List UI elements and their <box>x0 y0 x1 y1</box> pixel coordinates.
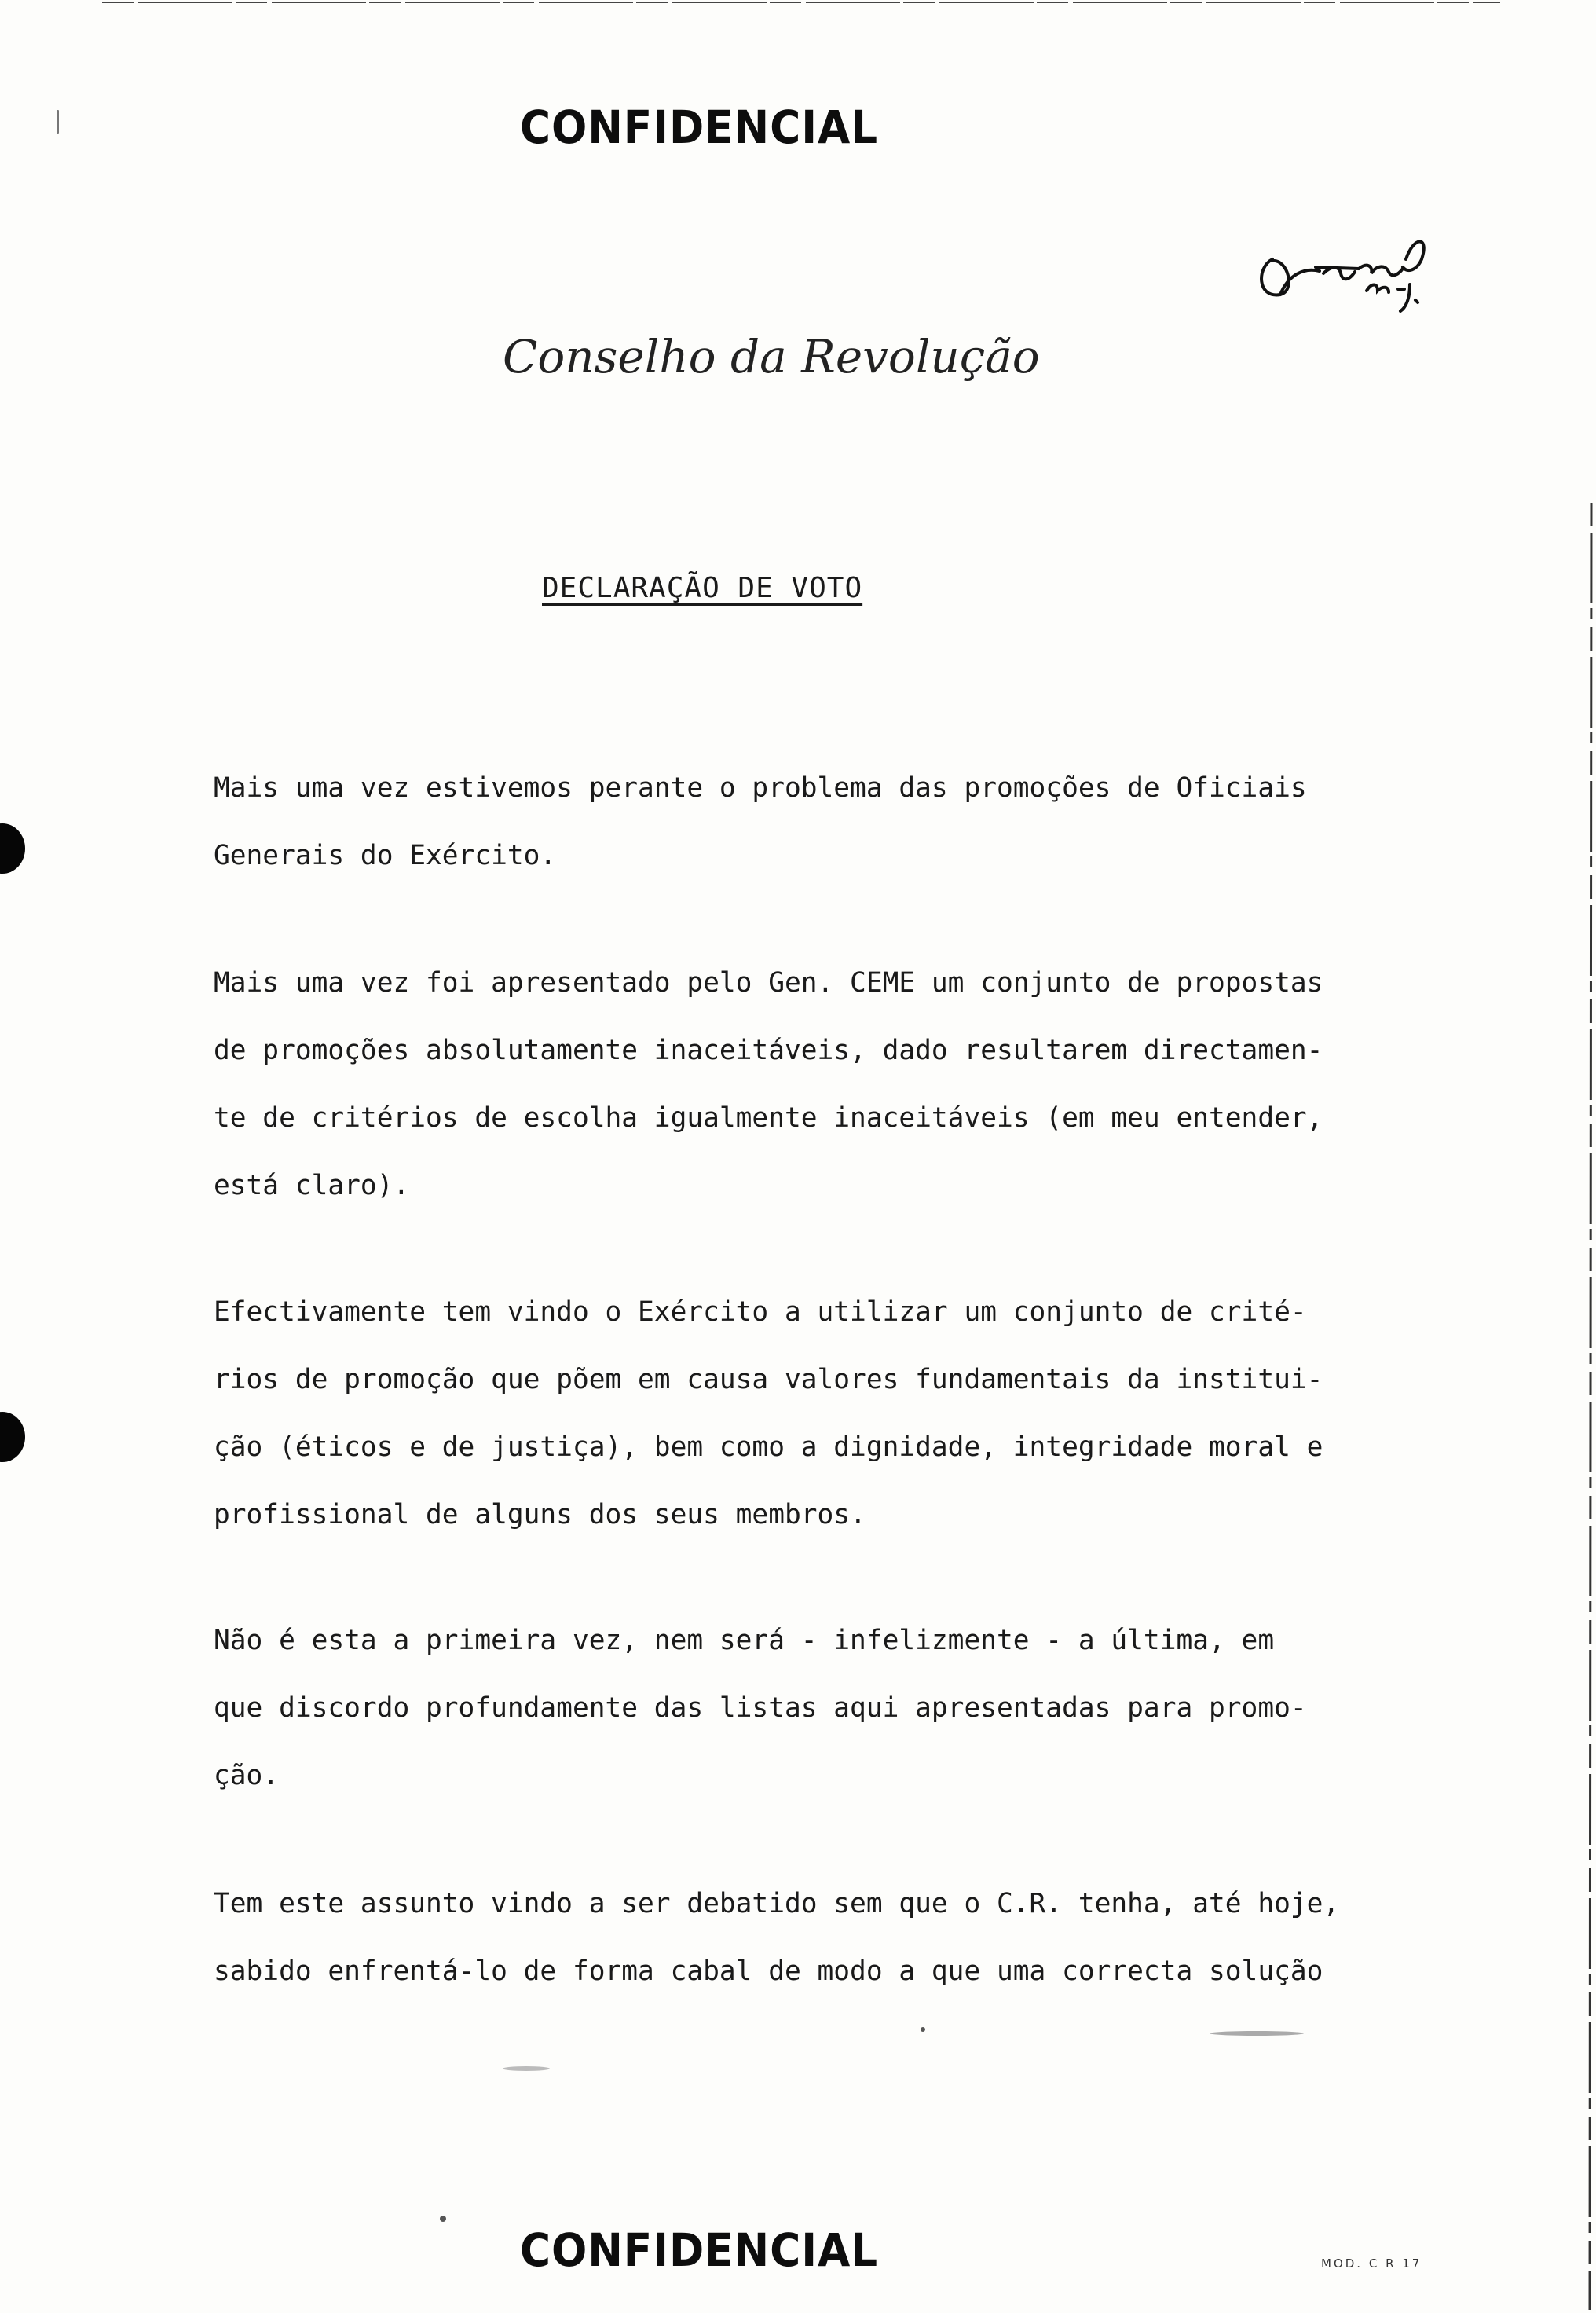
paragraph <box>214 949 1407 1219</box>
text-line: sabido enfrentá-lo de forma cabal de modo a que uma correcta solução <box>214 1956 1323 1987</box>
punch-hole <box>0 1412 25 1462</box>
confidential-stamp-bottom: CONFIDENCIAL <box>519 2223 879 2277</box>
text-line: ção. <box>214 1760 280 1791</box>
handwritten-annotation <box>1249 212 1484 330</box>
letterhead: Conselho da Revolução <box>503 330 1040 383</box>
text-line: ção (éticos e de justiça), bem como a dignidade, integridade moral e <box>214 1431 1323 1463</box>
confidential-stamp-top: CONFIDENCIAL <box>519 101 879 154</box>
text-line: Tem este assunto vindo a ser debatido sem que o C.R. tenha, até hoje, <box>214 1888 1340 1919</box>
text-line: Não é esta a primeira vez, nem será - infelizmente - a última, em <box>214 1625 1275 1656</box>
text-line: está claro). <box>214 1170 410 1201</box>
text-line: te de critérios de escolha igualmente inaceitáveis (em meu entender, <box>214 1102 1323 1134</box>
form-code: MOD. C R 17 <box>1321 2256 1422 2271</box>
paragraph <box>214 1607 1407 1809</box>
text-line: Efectivamente tem vindo o Exército a utilizar um conjunto de crité- <box>214 1296 1307 1328</box>
scan-speck <box>921 2027 925 2032</box>
text-line: de promoções absolutamente inaceitáveis, dado resultarem directamen- <box>214 1035 1323 1066</box>
text-line: profissional de alguns dos seus membros. <box>214 1499 866 1530</box>
text-line: que discordo profundamente das listas aqui apresentadas para promo- <box>214 1692 1307 1724</box>
text-line: rios de promoção que põem em causa valores fundamentais da institui- <box>214 1364 1323 1395</box>
scan-speck <box>57 110 59 134</box>
scan-speck <box>440 2216 446 2222</box>
document-title: DECLARAÇÃO DE VOTO <box>542 572 863 604</box>
scan-right-edge <box>1585 503 1596 2310</box>
scan-top-edge <box>102 0 1500 8</box>
paragraph <box>214 1870 1407 2005</box>
punch-hole <box>0 823 25 874</box>
text-line: Mais uma vez estivemos perante o problema das promoções de Oficiais <box>214 772 1307 804</box>
paragraph <box>214 1278 1407 1549</box>
scan-speck <box>1210 2031 1304 2036</box>
text-line: Generais do Exército. <box>214 840 557 871</box>
paragraph <box>214 754 1407 889</box>
text-line: Mais uma vez foi apresentado pelo Gen. CEME um conjunto de propostas <box>214 967 1323 999</box>
scan-speck <box>503 2066 550 2071</box>
